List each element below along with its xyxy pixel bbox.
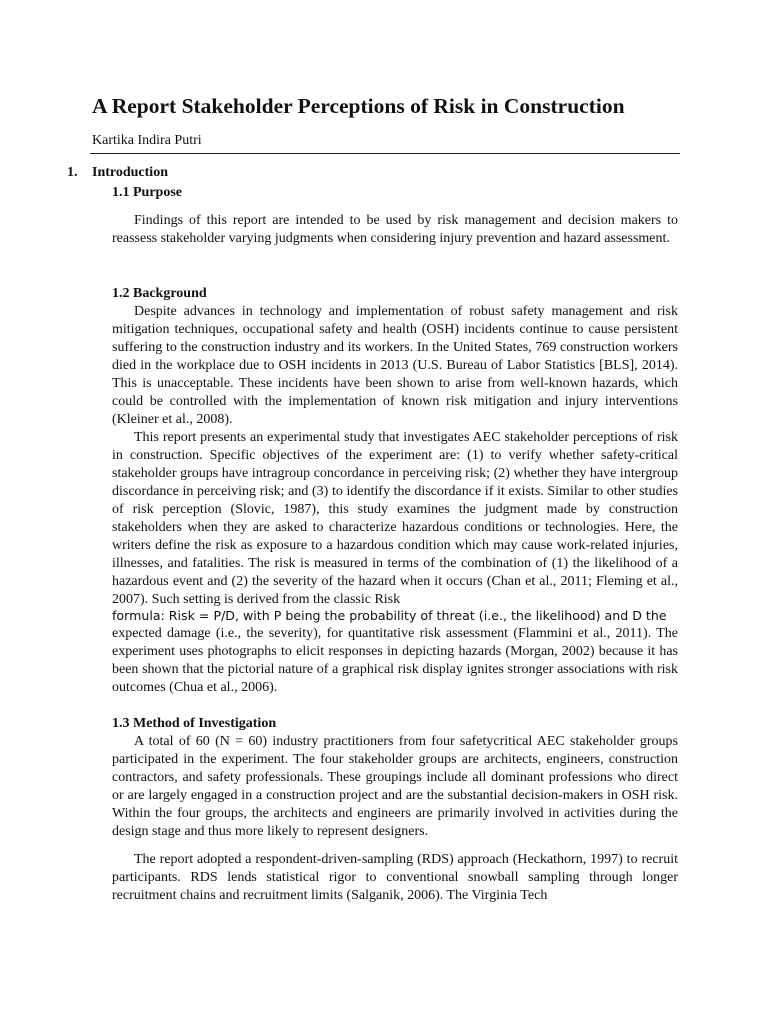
paragraph-background-2-continued: expected damage (i.e., the severity), for quantitative risk assessment (Flammini et al., 2011). The experiment uses photographs to elicit responses in depicting hazards (Morgan, 2002) because it has been shown that the pictorial nature of a graphical risk display ignites stronger associations with risk outcomes (Chua et al., 2006). [112,626,678,695]
risk-formula: formula: Risk = P/D, with P being the probability of threat (i.e., the likelihood) and D the [112,608,667,623]
title-divider [90,153,680,154]
author-name: Kartika Indira Putri [92,133,202,148]
paragraph-purpose: Findings of this report are intended to be used by risk management and decision makers to reassess stakeholder varying judgments when considering injury prevention and hazard assessment. [112,213,678,246]
formula-line [112,607,678,626]
paragraph-method-1: A total of 60 (N = 60) industry practitioners from four safetycritical AEC stakeholder groups participated in the experiment. The four stakeholder groups are architects, engineers, construction contractors, and safety professionals. These groupings include all dominant professions who direct or are largely engaged in a construction project and are the substantial decision-makers in OSH risk. Within the four groups, the architects and engineers are primarily involved in activities during the design stage and thus more likely to represent designers. [112,734,678,839]
paragraph-background-2: This report presents an experimental study that investigates AEC stakeholder perceptions of risk in construction. Specific objectives of the experiment are: (1) to verify whether safety-critical stakeholder groups have intragroup concordance in perceiving risk; (2) whether they have intergroup discordance in perceiving risk; and (3) to identify the discordance if it exists. Similar to other studies of risk perception (Slovic, 1987), this study examines the judgment made by construction stakeholders when they are asked to characterize hazardous conditions or technologies. Here, the writers define the risk as exposure to a hazardous condition which may cause work-related injuries, illnesses, and fatalities. The risk is measured in terms of the combination of (1) the likelihood of a hazardous event and (2) the severity of the hazard when it occurs (Chan et al., 2011; Fleming et al., 2007). Such setting is derived from the classic Risk [112,430,678,607]
document-title: A Report Stakeholder Perceptions of Risk in Construction [92,94,625,118]
subsection-heading-background: 1.2 Background [112,286,207,301]
paragraph-background-1: Despite advances in technology and implementation of robust safety management and risk mitigation techniques, occupational safety and health (OSH) incidents continue to cause persistent suffering to the construction industry and its workers. In the United States, 769 construction workers died in the workplace due to OSH incidents in 2013 (U.S. Bureau of Labor Statistics [BLS], 2014). This is unacceptable. These incidents have been shown to arise from well-known hazards, which could be controlled with the implementation of known risk mitigation and injury interventions (Kleiner et al., 2008). [112,304,678,427]
section-heading [67,163,168,183]
subsection-heading-purpose: 1.1 Purpose [112,185,182,200]
section-number: 1. [67,165,78,180]
section-title: Introduction [92,165,168,180]
subsection-heading-method: 1.3 Method of Investigation [112,716,277,731]
paragraph-method-2: The report adopted a respondent-driven-sampling (RDS) approach (Heckathorn, 1997) to recruit participants. RDS lends statistical rigor to conventional snowball sampling through longer recruitment chains and recruitment limits (Salganik, 2006). The Virginia Tech [112,852,678,903]
